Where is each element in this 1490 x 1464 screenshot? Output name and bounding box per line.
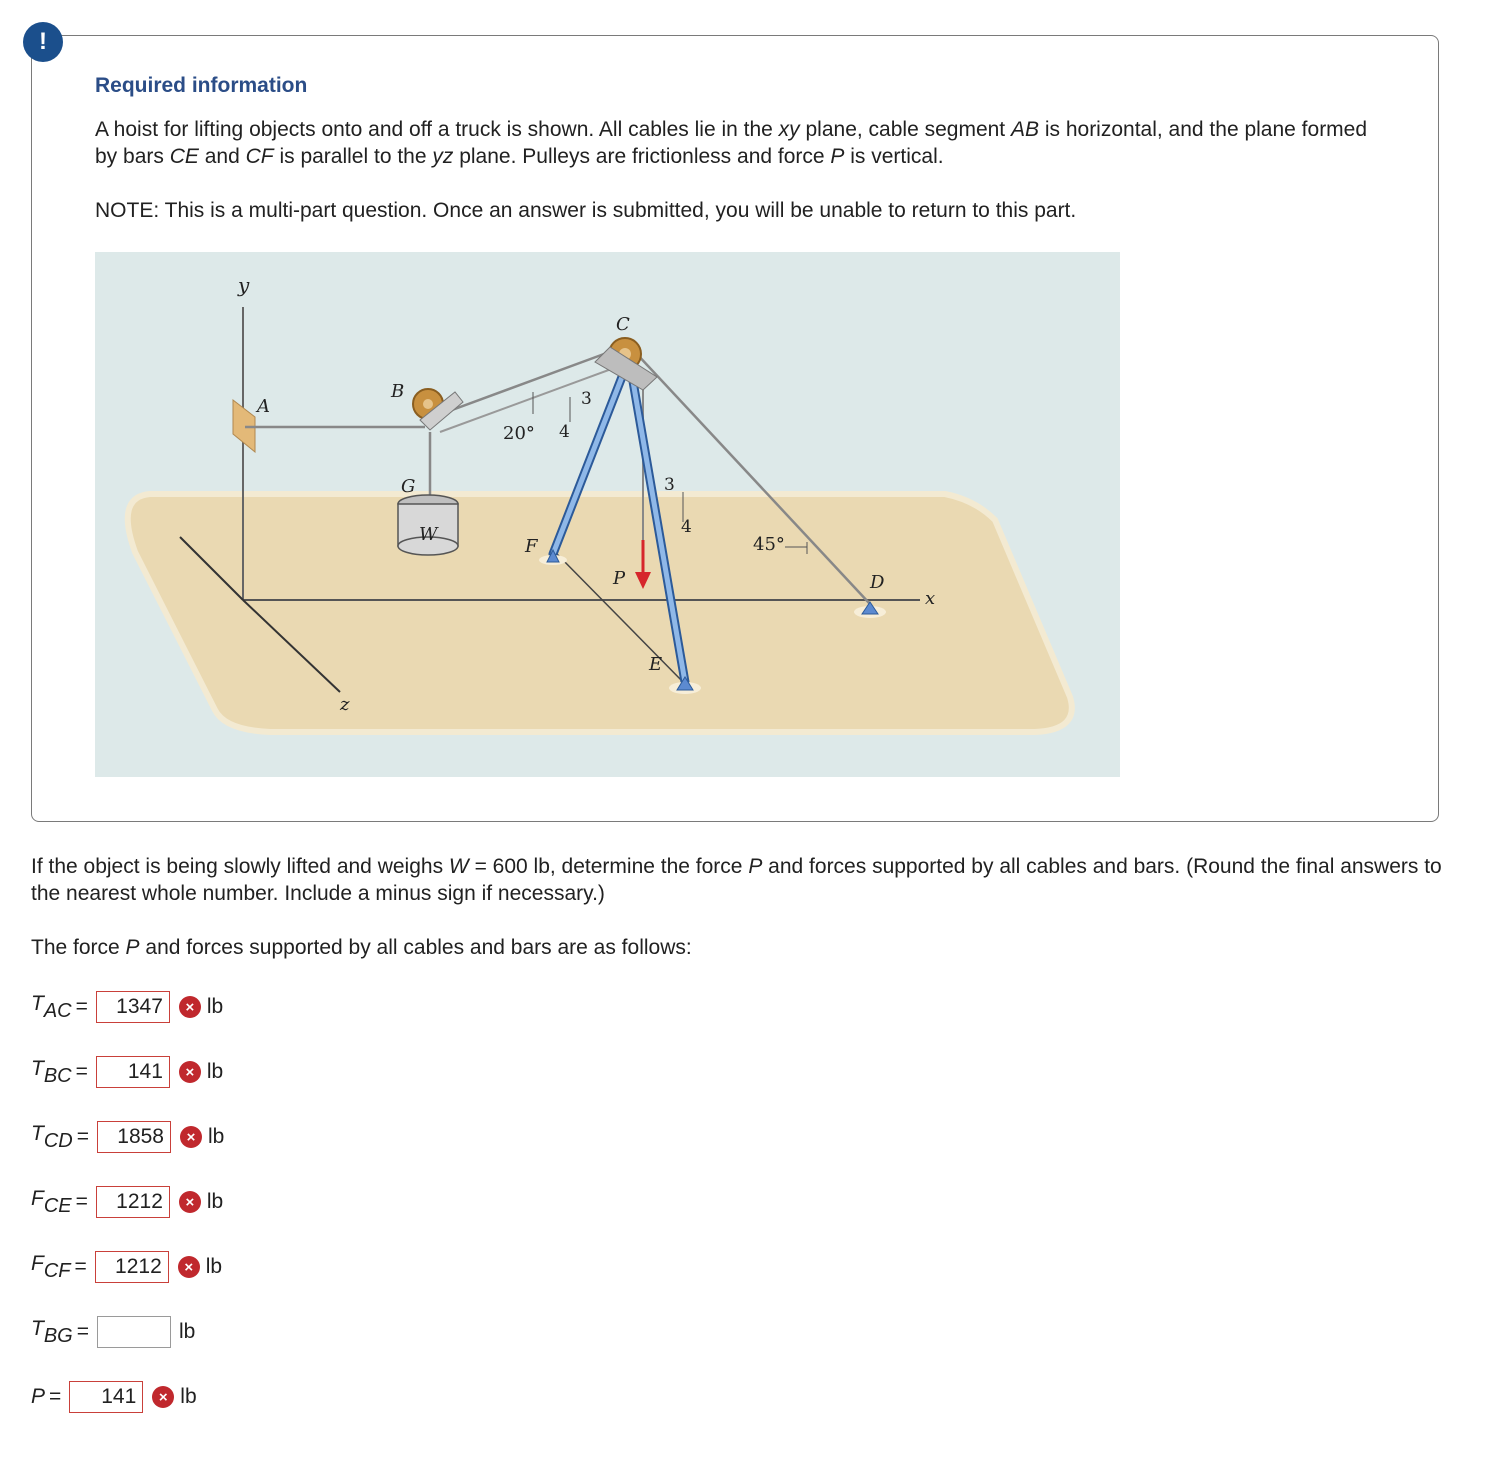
unit-label: lb (206, 995, 224, 1018)
label-y: y (238, 273, 250, 297)
answer-row-tbc: $T_{BC}$ = 141 × lb (31, 1056, 224, 1087)
label-a: A (257, 396, 270, 417)
cable-bc (433, 347, 623, 417)
tac-answer-input[interactable]: 1347 (96, 991, 170, 1023)
label-g: G (401, 476, 416, 497)
multi-part-note: NOTE: This is a multi-part question. Once an answer is submitted, you will be unable to return to this part. (95, 199, 1077, 222)
fcf-answer-input[interactable]: 1212 (95, 1251, 169, 1283)
tbg-answer-input[interactable] (97, 1316, 171, 1348)
label-x: x (925, 588, 936, 609)
incorrect-icon: × (179, 1061, 201, 1083)
label-f: F (525, 536, 538, 557)
unit-label: lb (180, 1385, 197, 1408)
tbc-answer-input[interactable]: 141 (96, 1056, 170, 1088)
unit-label: lb (206, 1060, 224, 1083)
incorrect-icon: × (180, 1126, 202, 1148)
incorrect-icon: × (179, 996, 201, 1018)
required-info-alert-icon: ! (23, 22, 63, 62)
label-slope2-4: 4 (681, 517, 692, 537)
problem-statement: A hoist for lifting objects onto and off a truck is shown. All cables lie in the xy plane, cable segment AB is horizontal, and the plane formed by bars CE and CF is parallel to the yz plane. Pulleys are frictionless and force P is vertical. (95, 118, 1368, 168)
required-information-title: Required information (95, 74, 308, 97)
label-d: D (870, 572, 885, 593)
label-c: C (616, 314, 630, 335)
label-w: W (419, 524, 438, 545)
label-slope1-4: 4 (559, 422, 570, 442)
question-text: If the object is being slowly lifted and weighs W = 600 lb, determine the force P and forces supported by all cables and bars. (Round the final answers to the nearest whole number. Include a minus sign if necessary.) (31, 855, 1442, 905)
answer-row-tbg: $T_{BG}$ = lb (31, 1316, 196, 1347)
label-slope2-3: 3 (664, 475, 675, 495)
answers-lead-text: The force P and forces supported by all cables and bars are as follows: (31, 936, 692, 959)
p-answer-input[interactable]: 141 (69, 1381, 143, 1413)
incorrect-icon: × (179, 1191, 201, 1213)
answer-row-tac: $T_{AC}$ = 1347 × lb (31, 991, 224, 1022)
unit-label: lb (207, 1125, 225, 1148)
incorrect-icon: × (178, 1256, 200, 1278)
label-slope1-3: 3 (581, 389, 592, 409)
unit-label: lb (205, 1255, 223, 1278)
answer-row-fce: $F_{CE}$ = 1212 × lb (31, 1186, 224, 1217)
answer-row-tcd: $T_{CD}$ = 1858 × lb (31, 1121, 225, 1152)
incorrect-icon: × (152, 1386, 174, 1408)
unit-label: lb (206, 1190, 224, 1213)
hoist-figure (95, 252, 1120, 777)
label-b: B (391, 381, 405, 402)
answer-row-fcf: $F_{CF}$ = 1212 × lb (31, 1251, 223, 1282)
unit-label: lb (179, 1320, 196, 1343)
label-z: z (340, 694, 350, 715)
tcd-answer-input[interactable]: 1858 (97, 1121, 171, 1153)
fce-answer-input[interactable]: 1212 (96, 1186, 170, 1218)
answer-row-p: P = 141 × lb (31, 1380, 197, 1414)
label-angle-20: 20° (503, 423, 535, 444)
truck-bed (128, 494, 1072, 732)
label-e: E (649, 654, 663, 675)
label-angle-45: 45° (753, 534, 785, 555)
label-p: P (613, 568, 626, 589)
